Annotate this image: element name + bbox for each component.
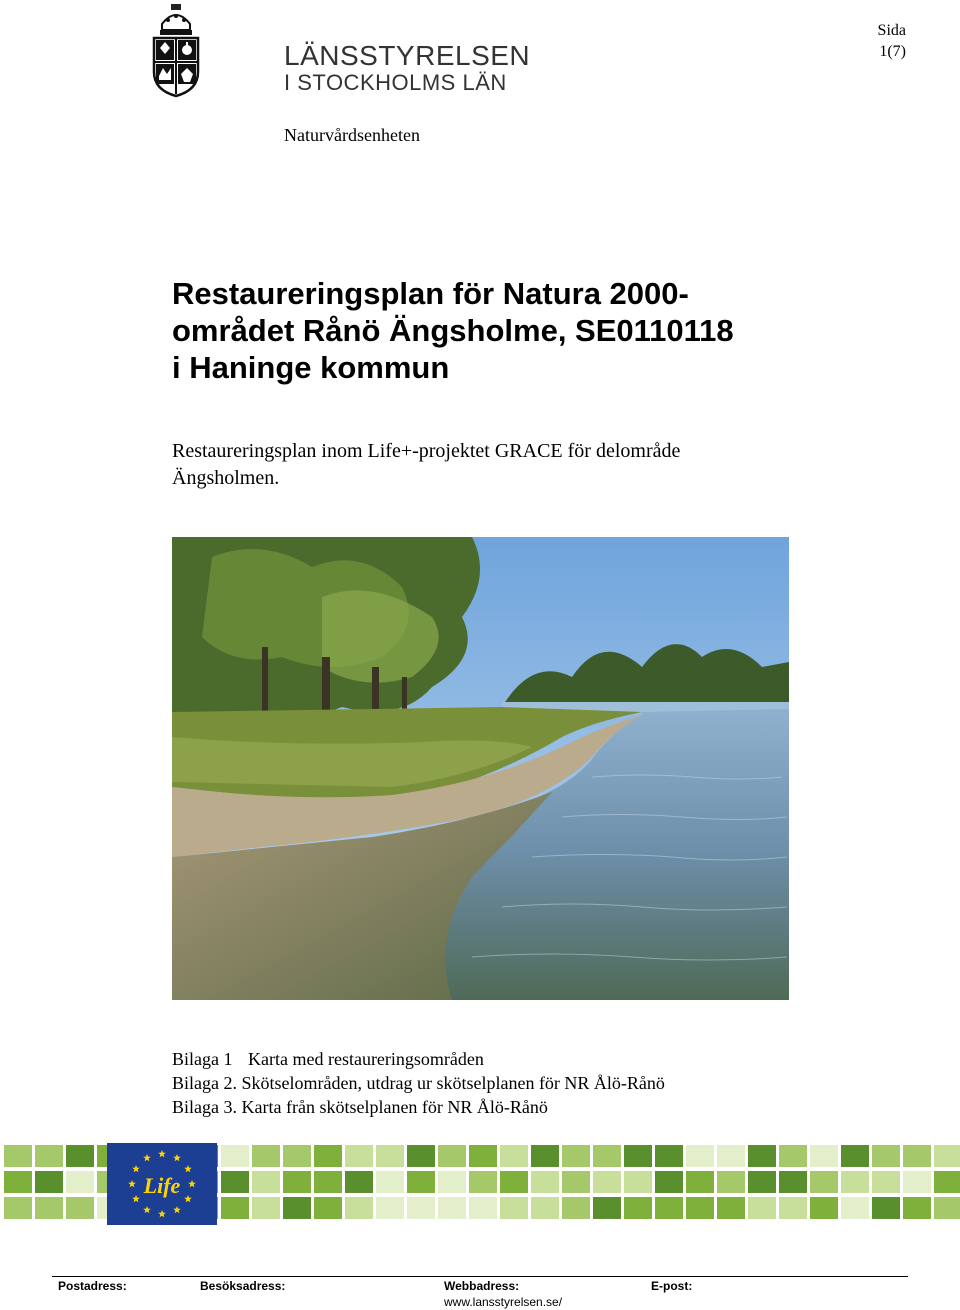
mosaic-tile xyxy=(500,1145,528,1167)
mosaic-tile xyxy=(407,1145,435,1167)
mosaic-tile xyxy=(810,1171,838,1193)
document-subtitle xyxy=(172,438,822,492)
mosaic-tile xyxy=(655,1171,683,1193)
mosaic-tile xyxy=(407,1197,435,1219)
mosaic-tile xyxy=(221,1145,249,1167)
mosaic-tile xyxy=(686,1145,714,1167)
organization-name: LÄNSSTYRELSEN xyxy=(284,40,531,71)
mosaic-tile xyxy=(934,1171,960,1193)
mosaic-tile xyxy=(934,1145,960,1167)
title-line: området Rånö Ängsholme, SE0110118 xyxy=(172,313,734,348)
mosaic-tile xyxy=(593,1145,621,1167)
mosaic-tile xyxy=(655,1145,683,1167)
mosaic-tile xyxy=(624,1197,652,1219)
mosaic-tile xyxy=(810,1145,838,1167)
mosaic-tile xyxy=(66,1197,94,1219)
mosaic-tile xyxy=(531,1171,559,1193)
footer-web-label: Webbadress: xyxy=(444,1279,520,1293)
appendix-label: Bilaga 2. xyxy=(172,1073,237,1093)
mosaic-tile xyxy=(717,1145,745,1167)
mosaic-tile xyxy=(35,1171,63,1193)
mosaic-tile xyxy=(252,1145,280,1167)
mosaic-tile xyxy=(4,1197,32,1219)
mosaic-tile xyxy=(624,1145,652,1167)
mosaic-tile xyxy=(252,1171,280,1193)
mosaic-tile xyxy=(841,1197,869,1219)
mosaic-tile xyxy=(593,1197,621,1219)
subtitle-line: Restaureringsplan inom Life+-projektet GRACE för delområde xyxy=(172,440,681,462)
mosaic-tile xyxy=(469,1145,497,1167)
mosaic-tile xyxy=(221,1197,249,1219)
mosaic-tile xyxy=(35,1197,63,1219)
document-title xyxy=(172,275,872,386)
mosaic-tile xyxy=(376,1197,404,1219)
mosaic-tile xyxy=(748,1145,776,1167)
mosaic-tile xyxy=(35,1145,63,1167)
mosaic-tile xyxy=(66,1145,94,1167)
mosaic-tile xyxy=(934,1197,960,1219)
mosaic-tile xyxy=(438,1197,466,1219)
mosaic-tile xyxy=(562,1197,590,1219)
mosaic-tile xyxy=(872,1145,900,1167)
mosaic-tile xyxy=(4,1171,32,1193)
footer-divider xyxy=(52,1276,908,1277)
mosaic-tile xyxy=(438,1171,466,1193)
mosaic-tile xyxy=(283,1197,311,1219)
county-crest-icon xyxy=(150,2,202,98)
mosaic-tile xyxy=(872,1197,900,1219)
mosaic-tile xyxy=(841,1145,869,1167)
appendix-text: Karta från skötselplanen för NR Ålö-Rånö xyxy=(241,1097,548,1117)
mosaic-tile xyxy=(500,1171,528,1193)
footer-visit-label: Besöksadress: xyxy=(200,1279,286,1293)
title-line: Restaureringsplan för Natura 2000- xyxy=(172,276,689,311)
appendix-label: Bilaga 3. xyxy=(172,1097,237,1117)
mosaic-tile xyxy=(345,1171,373,1193)
mosaic-tile xyxy=(686,1171,714,1193)
mosaic-tile xyxy=(779,1171,807,1193)
mosaic-tile xyxy=(624,1171,652,1193)
mosaic-tile xyxy=(531,1197,559,1219)
title-line: i Haninge kommun xyxy=(172,350,450,385)
page-number: 1(7) xyxy=(879,43,906,60)
appendix-item xyxy=(172,1095,665,1119)
footer-email-label: E-post: xyxy=(651,1279,693,1293)
page-label: Sida xyxy=(877,22,906,39)
mosaic-tile xyxy=(4,1145,32,1167)
appendix-item xyxy=(172,1071,665,1095)
mosaic-tile xyxy=(903,1145,931,1167)
mosaic-tile xyxy=(345,1197,373,1219)
mosaic-tile xyxy=(717,1171,745,1193)
mosaic-tile xyxy=(376,1171,404,1193)
mosaic-tile xyxy=(66,1171,94,1193)
mosaic-tile xyxy=(903,1197,931,1219)
mosaic-tile xyxy=(655,1197,683,1219)
mosaic-tile xyxy=(841,1171,869,1193)
cover-photo xyxy=(172,537,789,1000)
mosaic-tile xyxy=(748,1197,776,1219)
footer-website-link[interactable]: www.lansstyrelsen.se/ xyxy=(444,1295,563,1309)
mosaic-tile xyxy=(469,1197,497,1219)
appendix-label: Bilaga 1 xyxy=(172,1049,233,1069)
mosaic-tile xyxy=(469,1171,497,1193)
mosaic-tile xyxy=(562,1145,590,1167)
mosaic-tile xyxy=(345,1145,373,1167)
department-name: Naturvårdsenheten xyxy=(284,125,420,145)
appendix-list xyxy=(172,1047,665,1119)
appendix-item xyxy=(172,1047,665,1071)
mosaic-tile xyxy=(283,1145,311,1167)
mosaic-tile xyxy=(531,1145,559,1167)
mosaic-tile xyxy=(748,1171,776,1193)
mosaic-tile xyxy=(717,1197,745,1219)
mosaic-tile xyxy=(314,1197,342,1219)
appendix-text: Skötselområden, utdrag ur skötselplanen för NR Ålö-Rånö xyxy=(241,1073,665,1093)
life-eu-logo xyxy=(107,1143,217,1225)
mosaic-tile xyxy=(314,1145,342,1167)
mosaic-tile xyxy=(810,1197,838,1219)
mosaic-tile xyxy=(221,1171,249,1193)
organization-region: I STOCKHOLMS LÄN xyxy=(284,70,507,95)
mosaic-tile xyxy=(903,1171,931,1193)
appendix-text: Karta med restaureringsområden xyxy=(248,1049,484,1069)
mosaic-tile xyxy=(376,1145,404,1167)
footer-postal-label: Postadress: xyxy=(58,1279,127,1293)
life-logo-text: Life xyxy=(143,1173,181,1198)
mosaic-tile xyxy=(872,1171,900,1193)
mosaic-tile xyxy=(779,1145,807,1167)
mosaic-tile xyxy=(438,1145,466,1167)
mosaic-tile xyxy=(314,1171,342,1193)
mosaic-tile xyxy=(686,1197,714,1219)
mosaic-tile xyxy=(593,1171,621,1193)
subtitle-line: Ängsholmen. xyxy=(172,467,280,489)
mosaic-tile xyxy=(500,1197,528,1219)
mosaic-tile xyxy=(252,1197,280,1219)
mosaic-tile xyxy=(779,1197,807,1219)
mosaic-tile xyxy=(562,1171,590,1193)
mosaic-tile xyxy=(283,1171,311,1193)
mosaic-tile xyxy=(407,1171,435,1193)
